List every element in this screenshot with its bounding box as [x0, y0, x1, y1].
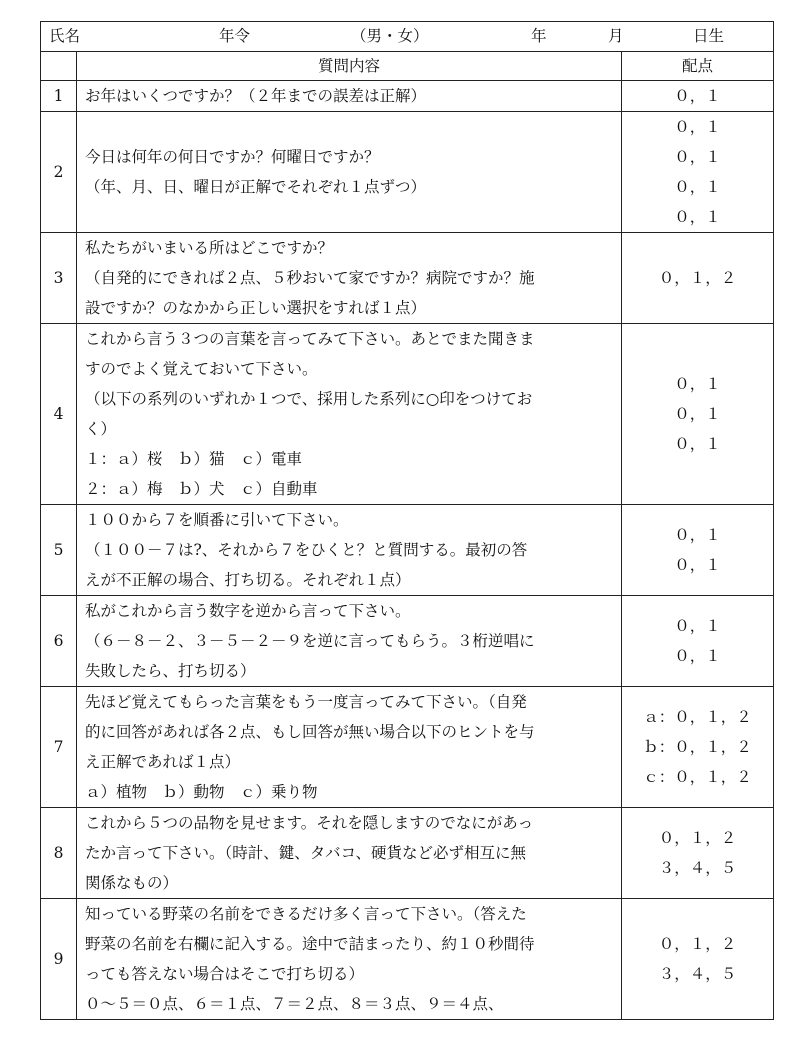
- question-row: [41, 233, 774, 324]
- question-text-line: 野菜の名前を右欄に記入する。途中で詰まったり、約１０秒間待: [85, 935, 535, 953]
- question-text-cell: [77, 324, 622, 505]
- score-cell: [622, 81, 774, 112]
- score-option: ０，１: [674, 208, 721, 226]
- question-text-line: 的に回答があれば各２点、もし回答が無い場合以下のヒントを与: [85, 723, 535, 741]
- score-option: ０，１: [674, 87, 721, 105]
- score-option: ０，１: [674, 148, 721, 166]
- question-text-line: 先ほど覚えてもらった言葉をもう一度言ってみて下さい。（自発: [85, 693, 527, 711]
- question-text-line: （年、月、日、曜日が正解でそれぞれ１点ずつ）: [85, 178, 427, 196]
- question-number: 8: [41, 808, 77, 899]
- question-text-line: 今日は何年の何日ですか？何曜日ですか？: [85, 148, 380, 166]
- score-option: ０，１: [674, 647, 721, 665]
- score-option: ０，１: [674, 375, 721, 393]
- question-text-line: 知っている野菜の名前をできるだけ多く言って下さい。（答えた: [85, 905, 527, 923]
- sex-label: （男・女）: [351, 27, 429, 45]
- score-option: ０，１: [674, 526, 721, 544]
- score-option: ａ：０，１，２: [643, 708, 752, 726]
- question-text-line: （自発的にできれば２点、５秒おいて家ですか？病院ですか？施: [85, 269, 535, 287]
- assessment-table: [40, 21, 774, 1020]
- birth-label: 日生: [693, 27, 725, 45]
- header-row: [41, 22, 774, 52]
- question-number: 7: [41, 687, 77, 808]
- question-text-line: 私がこれから言う数字を逆から言って下さい。: [85, 602, 411, 620]
- score-cell: [622, 112, 774, 233]
- score-option: ｃ：０，１，２: [643, 768, 752, 786]
- question-row: [41, 687, 774, 808]
- score-option: ０，１，２: [658, 269, 737, 287]
- score-option: ３，４，５: [658, 859, 737, 877]
- score-option: ０，１: [674, 178, 721, 196]
- question-row: [41, 112, 774, 233]
- question-row: [41, 324, 774, 505]
- question-text-cell: [77, 808, 622, 899]
- question-text-cell: [77, 899, 622, 1020]
- score-cell: [622, 596, 774, 687]
- question-text-line: えが不正解の場合、打ち切る。それぞれ１点）: [85, 571, 411, 589]
- question-text-line: お年はいくつですか？（２年までの誤差は正解）: [85, 87, 427, 105]
- score-option: ｂ：０，１，２: [643, 738, 752, 756]
- score-cell: [622, 687, 774, 808]
- question-number: 3: [41, 233, 77, 324]
- question-text-line: １：ａ）桜 ｂ）猫 ｃ）電車: [85, 450, 303, 468]
- question-text-line: く）: [85, 420, 117, 438]
- score-cell: [622, 324, 774, 505]
- question-number: 1: [41, 81, 77, 112]
- score-column-header: 配点: [622, 52, 774, 81]
- num-header-cell: [41, 52, 77, 81]
- score-option: ０，１: [674, 617, 721, 635]
- question-row: [41, 81, 774, 112]
- score-option: ０，１: [674, 435, 721, 453]
- question-text-line: （以下の系列のいずれか１つで、採用した系列に○印をつけてお: [85, 390, 533, 408]
- question-row: [41, 596, 774, 687]
- question-text-line: すのでよく覚えておいて下さい。: [85, 360, 318, 378]
- question-text-cell: [77, 81, 622, 112]
- age-label: 年令: [219, 27, 251, 45]
- score-cell: [622, 899, 774, 1020]
- score-option: ０，１，２: [658, 829, 737, 847]
- question-column-header: 質問内容: [77, 52, 622, 81]
- score-option: ０，１: [674, 118, 721, 136]
- column-header-row: [41, 52, 774, 81]
- question-text-line: これから５つの品物を見せます。それを隠しますのでなにがあっ: [85, 814, 534, 832]
- question-text-line: （１００－７は?、それから７をひくと？と質問する。最初の答: [85, 541, 528, 559]
- question-text-line: １００から７を順番に引いて下さい。: [85, 511, 349, 529]
- question-text-cell: [77, 596, 622, 687]
- question-text-line: ２：ａ）梅 ｂ）犬 ｃ）自動車: [85, 480, 318, 498]
- question-text-cell: [77, 233, 622, 324]
- score-option: ０，１，２: [658, 935, 737, 953]
- question-rows: [41, 81, 774, 1020]
- year-label: 年: [531, 27, 547, 45]
- question-row: [41, 808, 774, 899]
- question-text-line: ０～５＝０点、６＝１点、７＝２点、８＝３点、９＝４点、: [85, 995, 504, 1013]
- patient-info-cell: [41, 22, 774, 52]
- score-cell: [622, 233, 774, 324]
- question-text-cell: [77, 687, 622, 808]
- question-text-cell: [77, 112, 622, 233]
- question-number: 6: [41, 596, 77, 687]
- question-text-line: 私たちがいまいる所はどこですか？: [85, 239, 334, 257]
- question-text-line: これから言う３つの言葉を言ってみて下さい。あとでまた聞きま: [85, 330, 535, 348]
- question-text-cell: [77, 505, 622, 596]
- question-text-line: （６－８－２、３－５－２－９を逆に言ってもらう。３桁逆唱に: [85, 632, 535, 650]
- score-option: ０，１: [674, 556, 721, 574]
- question-text-line: え正解であれば１点）: [85, 753, 241, 771]
- score-option: ３，４，５: [658, 965, 737, 983]
- score-cell: [622, 505, 774, 596]
- question-text-line: 失敗したら、打ち切る）: [85, 662, 256, 680]
- question-number: 9: [41, 899, 77, 1020]
- question-row: [41, 899, 774, 1020]
- month-label: 月: [608, 27, 624, 45]
- question-number: 2: [41, 112, 77, 233]
- question-text-line: っても答えない場合はそこで打ち切る）: [85, 965, 365, 983]
- question-text-line: 設ですか？のなかから正しい選択をすれば１点）: [85, 299, 427, 317]
- question-number: 5: [41, 505, 77, 596]
- score-cell: [622, 808, 774, 899]
- question-number: 4: [41, 324, 77, 505]
- question-row: [41, 505, 774, 596]
- score-option: ０，１: [674, 405, 721, 423]
- question-text-line: ａ）植物 ｂ）動物 ｃ）乗り物: [85, 783, 318, 801]
- question-text-line: たか言って下さい。（時計、鍵、タバコ、硬貨など必ず相互に無: [85, 844, 526, 862]
- name-label: 氏名: [49, 27, 81, 45]
- question-text-line: 関係なもの）: [85, 874, 179, 892]
